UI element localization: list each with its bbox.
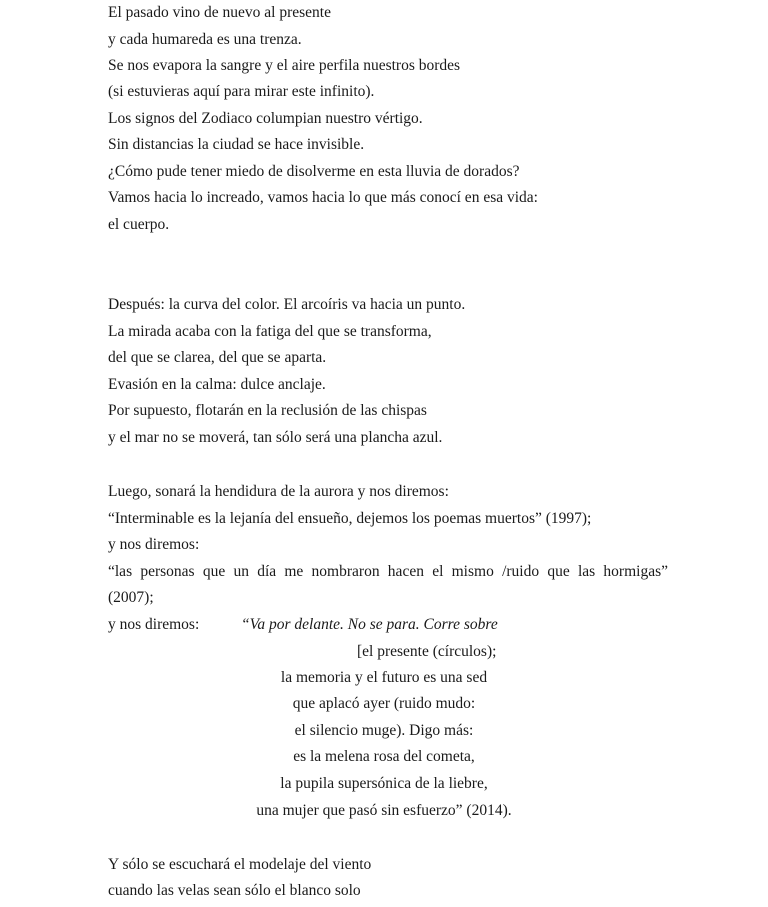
poem-line: el cuerpo. — [108, 216, 170, 233]
poem-quote-2014-line: que aplacó ayer (ruido mudo: — [292, 695, 476, 712]
poem-line: La mirada acaba con la fatiga del que se transforma, — [108, 323, 432, 340]
poem-line: Por supuesto, flotarán en la reclusión de las chispas — [108, 402, 427, 419]
poem-line: (si estuvieras aquí para mirar este infinito). — [108, 83, 375, 100]
poem-year-2007: (2007); — [108, 589, 154, 606]
poem-line: y cada humareda es una trenza. — [108, 31, 302, 48]
poem-quote-2007: “las personas que un día me nombraron hacen el mismo /ruido que las hormigas” — [108, 563, 668, 580]
poem-quote-2014-first: “Va por delante. No se para. Corre sobre — [241, 616, 498, 633]
poem-quote-2014-line: una mujer que pasó sin esfuerzo” (2014). — [256, 802, 512, 819]
poem-line: Y sólo se escuchará el modelaje del viento — [108, 856, 372, 873]
poem-quote-2014-line: [el presente (círculos); — [357, 643, 497, 660]
poem-quote-2014-line: el silencio muge). Digo más: — [294, 722, 474, 739]
poem-line: y nos diremos: — [108, 536, 200, 553]
poem-quote-2014-line: la pupila supersónica de la liebre, — [280, 775, 488, 792]
poem-quote-2014-line: la memoria y el futuro es una sed — [280, 669, 488, 686]
poem-line: Los signos del Zodiaco columpian nuestro vértigo. — [108, 110, 423, 127]
poem-line: El pasado vino de nuevo al presente — [108, 4, 331, 21]
poem-line: Evasión en la calma: dulce anclaje. — [108, 376, 326, 393]
poem-line: y nos diremos: — [108, 616, 200, 633]
poem-line: Vamos hacia lo increado, vamos hacia lo que más conocí en esa vida: — [108, 189, 538, 206]
poem-line: del que se clarea, del que se aparta. — [108, 349, 327, 366]
poem-line: Se nos evapora la sangre y el aire perfila nuestros bordes — [108, 57, 461, 74]
poem-line: Después: la curva del color. El arcoíris va hacia un punto. — [108, 296, 466, 313]
poem-line: cuando las velas sean sólo el blanco solo — [108, 882, 361, 899]
poem-quote-2014-line: es la melena rosa del cometa, — [293, 748, 475, 765]
poem-line: ¿Cómo pude tener miedo de disolverme en esta lluvia de dorados? — [108, 163, 520, 180]
poem-quote-1997: “Interminable es la lejanía del ensueño, dejemos los poemas muertos” (1997); — [108, 510, 592, 527]
poem-line: Luego, sonará la hendidura de la aurora y nos diremos: — [108, 483, 449, 500]
poem-line: Sin distancias la ciudad se hace invisible. — [108, 136, 365, 153]
poem-line: y el mar no se moverá, tan sólo será una plancha azul. — [108, 429, 443, 446]
